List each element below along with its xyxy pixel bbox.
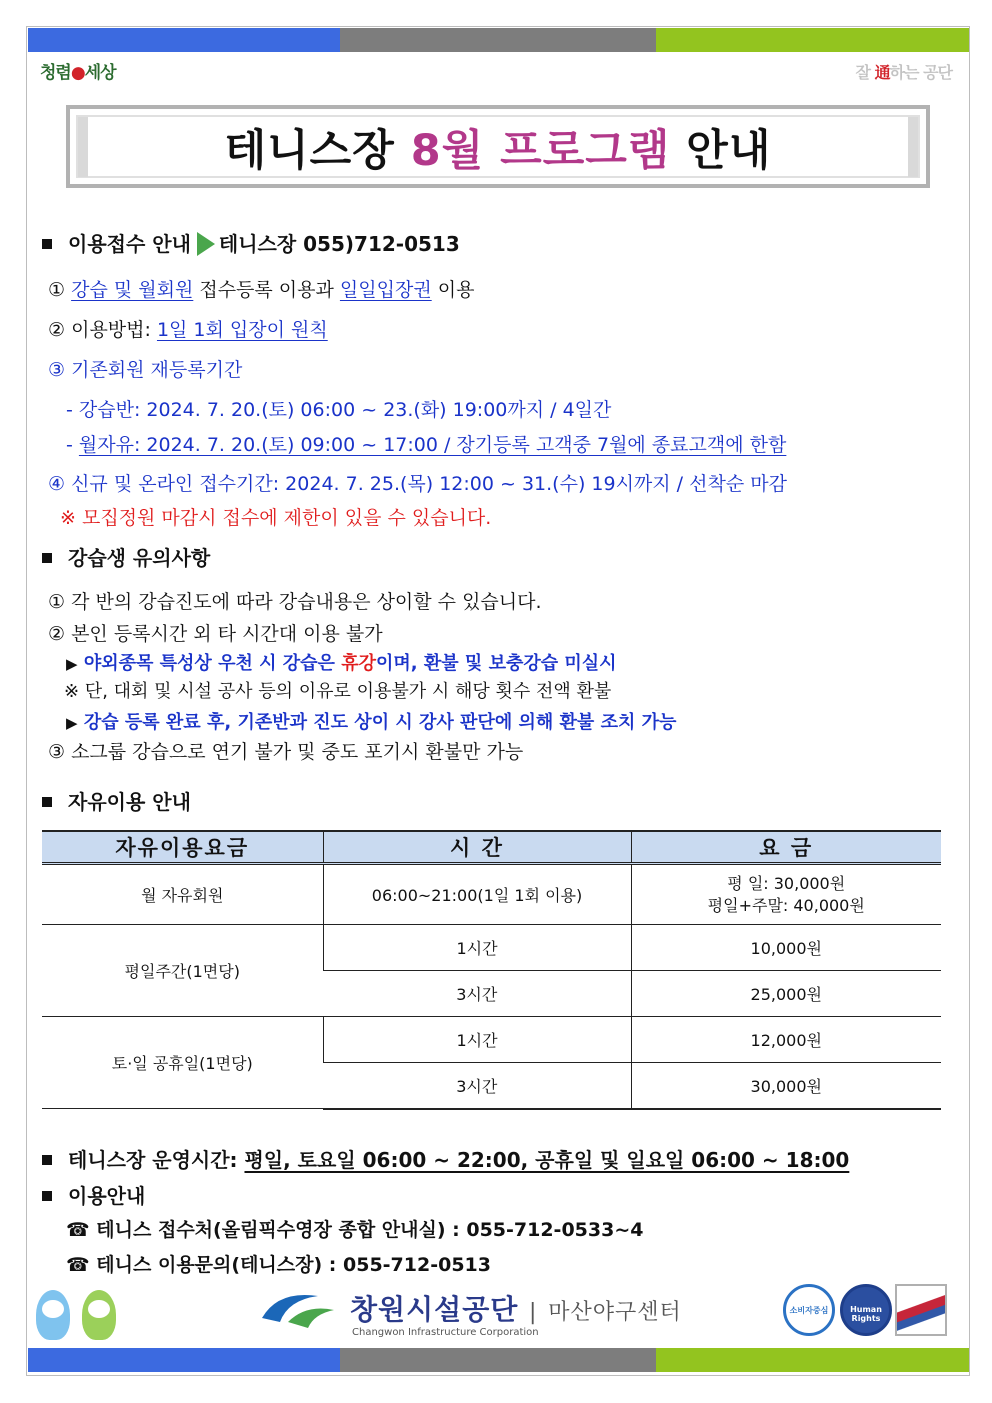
title-box [66,105,930,188]
caution-3: ③ 소그룹 강습으로 연기 불가 및 중도 포기시 환불만 가능 [48,741,524,763]
section-free-use-heading: 자유이용 안내 [42,786,191,815]
caution-1: ① 각 반의 강습진도에 따라 강습내용은 상이할 수 있습니다. [48,591,542,613]
row-time: 1시간 [323,925,631,971]
row-time: 06:00~21:00(1일 1회 이용) [323,864,631,925]
reception-notice: ※ 모집정원 마감시 접수에 제한이 있을 수 있습니다. [60,507,492,529]
table-row [42,925,941,971]
row-label: 월 자유회원 [42,864,323,925]
row-fee: 평 일: 30,000원 평일+주말: 40,000원 [631,864,941,925]
contact-reception: ☎ 테니스 접수처(올림픽수영장 종합 안내실) : 055-712-0533~4 [66,1219,644,1241]
contact-tennis: ☎ 테니스 이용문의(테니스장) : 055-712-0513 [66,1254,491,1276]
consumer-certification-badge-icon: 소비자중심 [783,1284,835,1336]
mascot-green-icon [82,1290,116,1340]
section-cautions-heading: 강습생 유의사항 [42,542,210,571]
row-time: 3시간 [323,1063,631,1109]
reception-item-1: ① 강습 및 월회원 접수등록 이용과 일일입장권 이용 [48,279,475,301]
operating-hours: 테니스장 운영시간: 평일, 토요일 06:00 ~ 22:00, 공휴일 및 일요일 06:00 ~ 18:00 [42,1144,849,1173]
column-header: 자유이용요금 [42,831,323,864]
triangle-right-icon: ▶ [66,714,78,732]
ci-logo-text: 창원시설공단 | 마산야구센터 [350,1293,682,1326]
section-reception-heading: 이용접수 안내 테니스장 055)712-0513 [42,228,460,258]
caution-2-sub2: ※ 단, 대회 및 시설 공사 등의 이유로 이용불가 시 해당 횟수 전액 환불 [64,681,612,702]
ci-emblem-icon [258,1288,338,1332]
human-rights-badge-icon: Human Rights [840,1284,892,1336]
mascot-blue-icon [36,1290,70,1340]
reception-item-3-sub1: - 강습반: 2024. 7. 20.(토) 06:00 ~ 23.(화) 19:00까지 / 4일간 [66,399,612,421]
bottom-color-stripe [28,1348,969,1372]
column-header: 요 금 [631,831,941,864]
fee-table [42,830,941,1110]
caution-2-sub3: ▶ 강습 등록 완료 후, 기존반과 진도 상이 시 강사 판단에 의해 환불 조치 가능 [66,712,677,733]
integrity-logo: 청렴●세상 [40,63,116,83]
reception-item-2: ② 이용방법: 1일 1회 입장이 원칙 [48,319,328,341]
caution-2-sub1: ▶ 야외종목 특성상 우천 시 강습은 휴강이며, 환불 및 보충강습 미실시 [66,653,617,674]
row-fee: 10,000원 [631,925,941,971]
phone-icon: ☎ [66,1219,90,1241]
phone-icon: ☎ [66,1254,90,1276]
caution-2: ② 본인 등록시간 외 타 시간대 이용 불가 [48,623,383,645]
column-header: 시 간 [323,831,631,864]
reception-item-3: ③ 기존회원 재등록기간 [48,359,243,381]
row-label: 토·일 공휴일(1면당) [42,1017,323,1109]
management-certification-badge-icon [895,1284,947,1336]
top-color-stripe [28,28,969,52]
row-time: 3시간 [323,971,631,1017]
row-label: 평일주간(1면당) [42,925,323,1017]
reception-item-3-sub2: - 월자유: 2024. 7. 20.(토) 09:00 ~ 17:00 / 장기등록 고객중 7월에 종료고객에 한함 [66,434,787,456]
row-fee: 30,000원 [631,1063,941,1109]
section-info-heading: 이용안내 [42,1180,145,1209]
ci-english-name: Changwon Infrastructure Corporation [352,1327,539,1338]
table-row [42,864,941,925]
slogan-logo: 잘 通하는 공단 [855,63,952,82]
row-time: 1시간 [323,1017,631,1063]
row-fee: 12,000원 [631,1017,941,1063]
arrow-right-icon [197,232,215,256]
row-fee: 25,000원 [631,971,941,1017]
reception-item-4: ④ 신규 및 온라인 접수기간: 2024. 7. 25.(목) 12:00 ~ 31.(수) 19시까지 / 선착순 마감 [48,473,787,495]
table-row [42,1017,941,1063]
triangle-right-icon: ▶ [66,655,78,673]
page-title: 테니스장 8월 프로그램 안내 [224,126,772,176]
